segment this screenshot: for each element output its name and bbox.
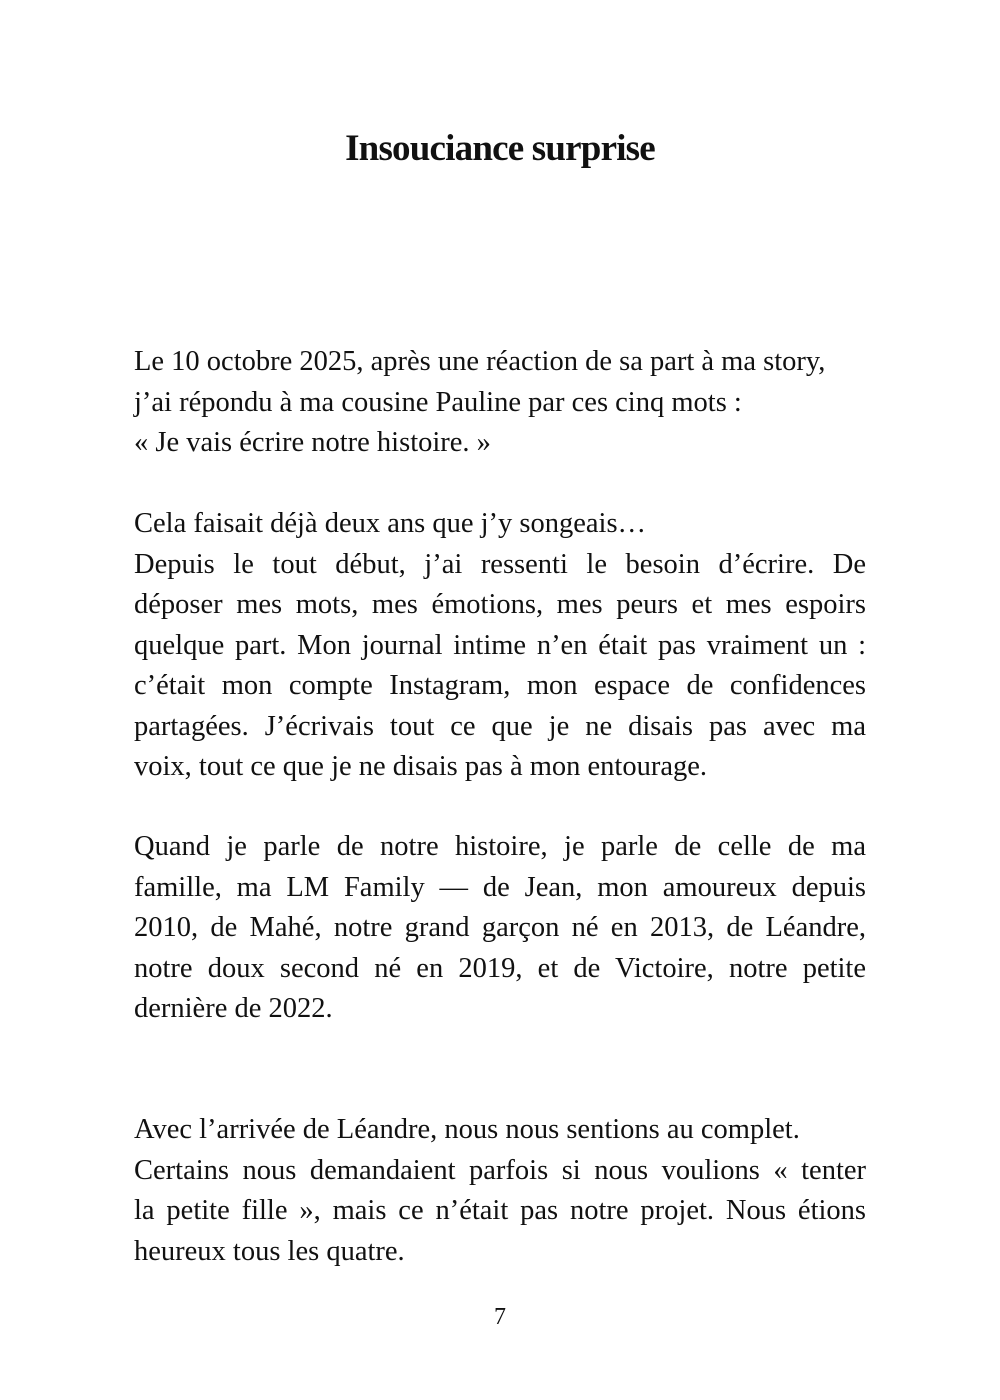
text-line: c’était mon compte Instagram, mon espace de confidences: [134, 670, 866, 701]
paragraph-4: [134, 1110, 866, 1272]
text-line: Depuis le tout début, j’ai ressenti le besoin d’écrire. De: [134, 548, 866, 580]
text-line: notre doux second né en 2019, et de Victoire, notre petite: [134, 952, 866, 984]
text-line: Avec l’arrivée de Léandre, nous nous sentions au complet.: [134, 1114, 800, 1145]
text-line: famille, ma LM Family — de Jean, mon amoureux depuis: [134, 871, 866, 903]
text-line: j’ai répondu à ma cousine Pauline par ces cinq mots :: [134, 386, 742, 418]
text-line: voix, tout ce que je ne disais pas à mon entourage.: [134, 751, 708, 782]
text-line: la petite fille », mais ce n’était pas notre projet. Nous étions: [134, 1195, 866, 1226]
text-line: dernière de 2022.: [134, 993, 333, 1024]
paragraph-3: [134, 827, 866, 1030]
text-line: quelque part. Mon journal intime n’en était pas vraiment un :: [134, 629, 866, 661]
text-line: heureux tous les quatre.: [134, 1235, 405, 1267]
text-line: Le 10 octobre 2025, après une réaction de sa part à ma story,: [134, 346, 826, 377]
page-number: 7: [494, 1304, 506, 1330]
text-line: Quand je parle de notre histoire, je parle de celle de ma: [134, 831, 866, 862]
text-line: « Je vais écrire notre histoire. »: [134, 427, 491, 458]
text-line: 2010, de Mahé, notre grand garçon né en 2013, de Léandre,: [134, 912, 866, 943]
text-line: partagées. J’écrivais tout ce que je ne disais pas avec ma: [134, 710, 866, 742]
paragraph-1: [134, 342, 866, 464]
text-line: Cela faisait déjà deux ans que j’y songeais…: [134, 508, 647, 539]
paragraph-2: [134, 504, 866, 788]
chapter-title: Insouciance surprise: [345, 128, 655, 169]
text-line: déposer mes mots, mes émotions, mes peurs et mes espoirs: [134, 589, 866, 620]
text-line: Certains nous demandaient parfois si nous voulions « tenter: [134, 1154, 866, 1186]
